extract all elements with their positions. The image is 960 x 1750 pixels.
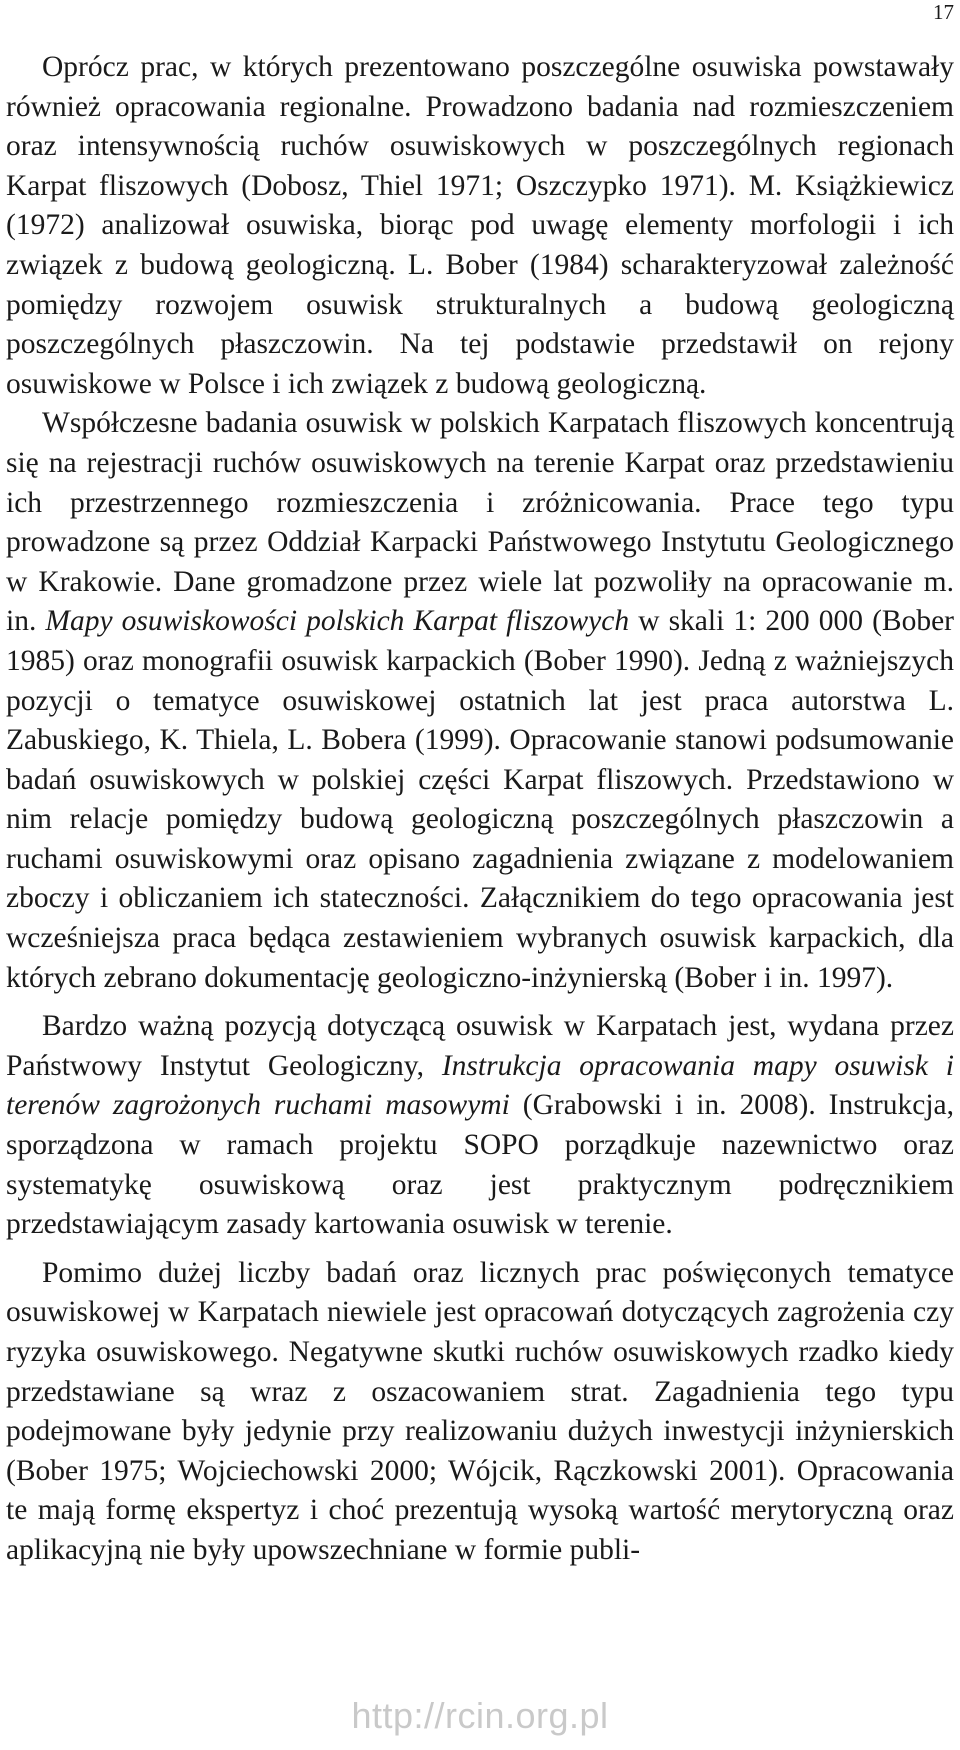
- paragraph-regional-studies: Oprócz prac, w których prezentowano poszczególne osuwiska powstawały również opracowania regionalne. Prowadzono badania nad rozmieszczeniem oraz intensywnością ruchów osuwiskowych w poszczególnych regionach Karpat fliszowych (Dobosz, Thiel 1971; Oszczypko 1971). M. Książkiewicz (1972) analizował osuwiska, biorąc pod uwagę elementy morfologii i ich związek z budową geologiczną. L. Bober (1984) scharakteryzował zależność pomiędzy rozwojem osuwisk strukturalnych a budową geologiczną poszczególnych płaszczowin. Na tej podstawie przedstawił on rejony osuwiskowe w Polsce i ich związek z budową geologiczną.: [6, 51, 954, 400]
- paragraph-text: Bardzo ważną pozycją dotyczącą osuwisk w Karpatach jest, wydana przez Państwowy Instytut Geologiczny,: [6, 1010, 954, 1082]
- body-text: [6, 48, 954, 1571]
- paragraph-instruction: [6, 1007, 954, 1245]
- watermark-url: http://rcin.org.pl: [351, 1695, 609, 1736]
- italic-title: Mapy osuwiskowości polskich Karpat fliszowych: [45, 605, 630, 638]
- paragraph-text: (Grabowski i in. 2008). Instrukcja, sporządzona w ramach projektu SOPO porządkuje nazewnictwo oraz systematykę osuwiskową oraz jest praktycznym podręcznikiem przedstawiającym zasady kartowania osuwisk w terenie.: [6, 1089, 955, 1241]
- paragraph-text: Współczesne badania osuwisk w polskich Karpatach fliszowych koncentrują się na rejestracji ruchów osuwiskowych na terenie Karpat oraz przedstawieniu ich przestrzennego rozmieszczenia i zróżnicowania. Prace tego typu prowadzone są przez Oddział Karpacki Państwowego Instytutu Geologicznego w Krakowie. Dane gromadzone przez wiele lat pozwoliły na opracowanie m. in.: [6, 407, 954, 638]
- italic-title: Instrukcja opracowania mapy osuwisk i terenów zagrożonych ruchami masowymi: [6, 1049, 954, 1122]
- paragraph-text: w skali 1: 200 000 (Bober 1985) oraz monografii osuwisk karpackich (Bober 1990). Jedną z ważniejszych pozycji o tematyce osuwiskowej ostatnich lat jest praca autorstwa L. Zabuskiego, K. Thiela, L. Bobera (1999). Opracowanie stanowi podsumowanie badań osuwiskowych w polskiej części Karpat fliszowych. Przedstawiono w nim relacje pomiędzy budową geologiczną poszczególnych płaszczowin a ruchami osuwiskowymi oraz opisano zagadnienia związane z modelowaniem zboczy i obliczaniem ich stateczności. Załącznikiem do tego opracowania jest wcześniejsza praca będąca zestawieniem wybranych osuwisk karpackich, dla których zebrano dokumentację geologiczno-inżynierską (Bober i in. 1997).: [6, 605, 954, 994]
- paragraph-contemporary-research: [6, 404, 954, 998]
- page-number: 17: [933, 0, 954, 24]
- paragraph-risk-assessment: Pomimo dużej liczby badań oraz licznych prac poświęconych tematyce osuwiskowej w Karpatach niewiele jest opracowań dotyczących zagrożenia czy ryzyka osuwiskowego. Negatywne skutki ruchów osuwiskowych rzadko kiedy przedstawiane są wraz z oszacowaniem strat. Zagadnienia tego typu podejmowane były jedynie przy realizowaniu dużych inwestycji inżynierskich (Bober 1975; Wojciechowski 2000; Wójcik, Rączkowski 2001). Opracowania te mają formę ekspertyz i choć prezentują wysoką wartość merytoryczną oraz aplikacyjną nie były upowszechniane w formie publi-: [6, 1256, 954, 1566]
